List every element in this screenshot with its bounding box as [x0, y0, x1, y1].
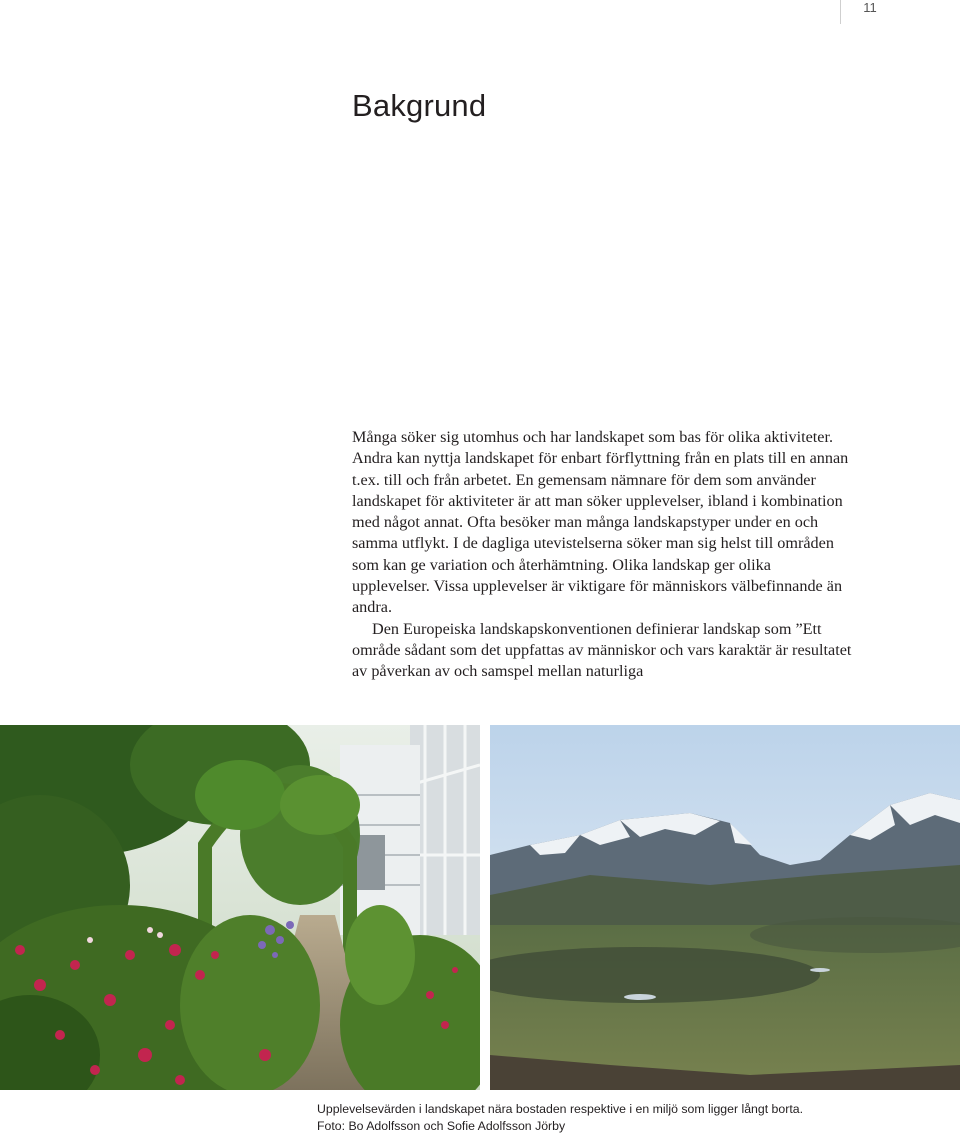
paragraph-1: Många söker sig utomhus och har landskapet som bas för olika aktiviteter. Andra kan nyttja landskapet för enbart förflyttning från en plats till en annan t.ex. till och från arbetet. En gemensam nämnare för dem som använder landskapet för aktiviteter är att man söker upplevelser, ibland i kombination med något annat. Ofta besöker man många landskapstyper under en och samma utflykt. I de dagliga utevistelserna söker man sig helst till områden som kan ge variation och återhämtning. Olika landskap ger olika upplevelser. Vissa upplevelser är viktigare för människors välbefinnande än andra. [352, 428, 849, 617]
page-number: 11 [863, 0, 877, 15]
garden-photo [0, 725, 480, 1090]
caption-line-1: Upplevelsevärden i landskapet nära bostaden respektive i en miljö som ligger långt borta. [317, 1102, 804, 1116]
photo-caption [317, 1101, 957, 1135]
page-number-rule [840, 0, 841, 24]
body-text [352, 427, 852, 683]
garden-illustration [0, 725, 480, 1090]
mountain-photo [490, 725, 960, 1090]
section-heading: Bakgrund [352, 88, 487, 123]
paragraph-2: Den Europeiska landskapskonventionen definierar landskap som ”Ett område sådant som det uppfattas av människor och vars karaktär är resultatet av påverkan av och samspel mellan naturliga [352, 619, 852, 681]
caption-photo-credit: Foto: Bo Adolfsson och Sofie Adolfsson Jörby [317, 1119, 566, 1133]
mountain-illustration [490, 725, 960, 1090]
